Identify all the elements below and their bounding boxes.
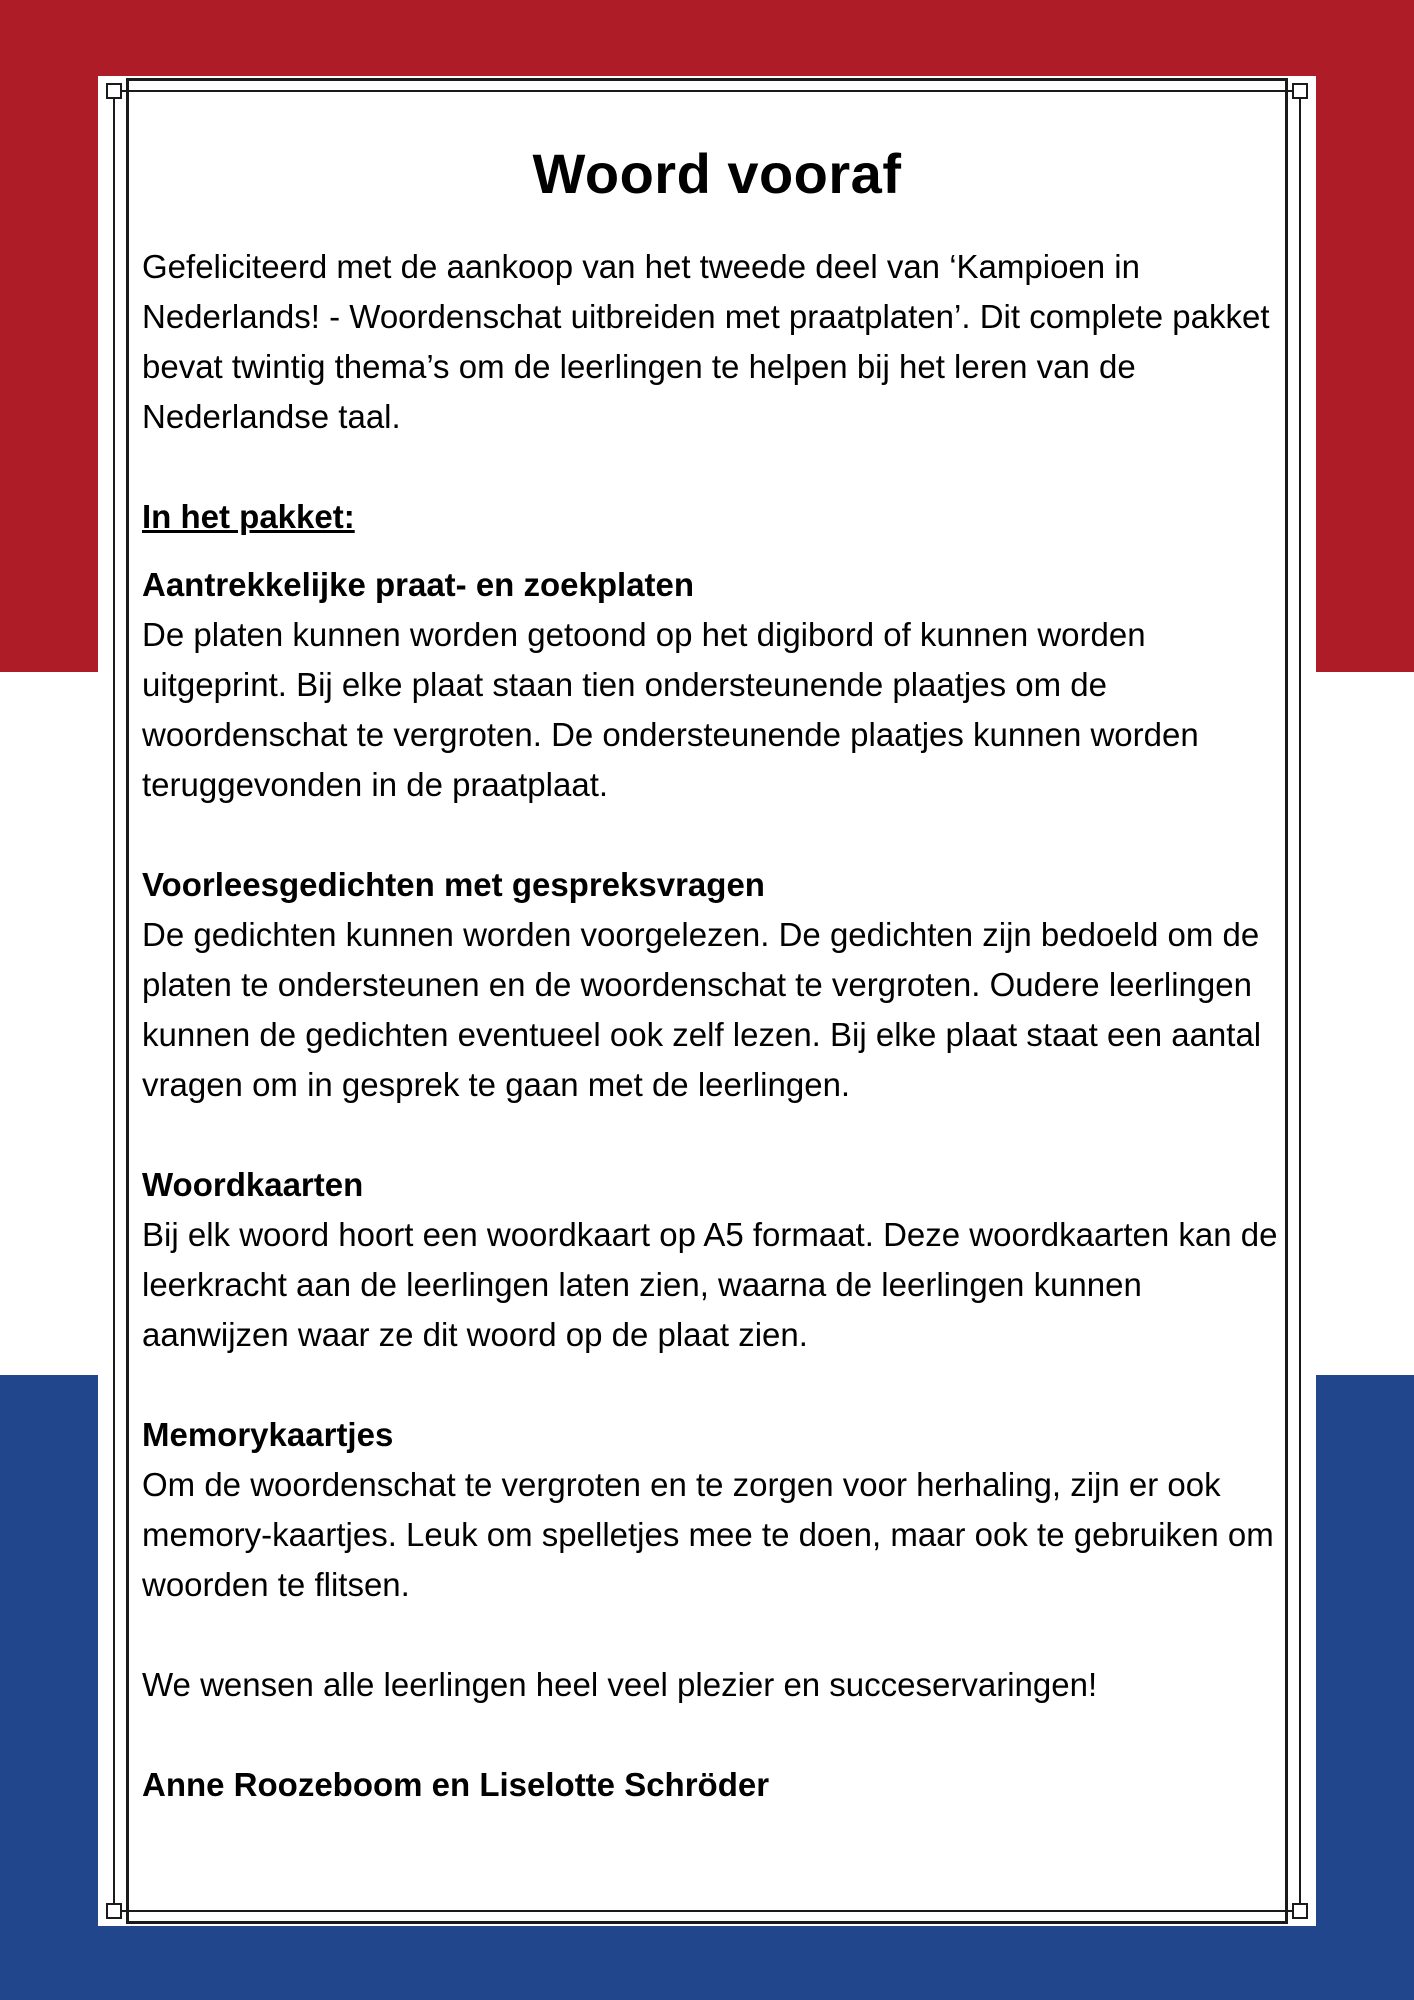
section-praatplaten — [142, 560, 1292, 810]
author-signature: Anne Roozeboom en Liselotte Schröder — [142, 1766, 770, 1803]
section-voorleesgedichten — [142, 860, 1292, 1110]
frame-corner-ornament — [1292, 1903, 1308, 1919]
section-title: Woordkaarten — [142, 1166, 364, 1203]
section-body: Bij elk woord hoort een woordkaart op A5 formaat. Deze woordkaarten kan de leerkracht aan de leerlingen laten zien, waarna de leerlingen kunnen aanwijzen waar ze dit woord op de plaat zien. — [142, 1216, 1278, 1353]
section-title: Aantrekkelijke praat- en zoekplaten — [142, 566, 695, 603]
section-title: Memorykaartjes — [142, 1416, 394, 1453]
section-memorykaartjes — [142, 1410, 1292, 1610]
section-body: De platen kunnen worden getoond op het digibord of kunnen worden uitgeprint. Bij elke plaat staan tien ondersteunende plaatjes om de woordenschat te vergroten. De ondersteunende plaatjes kunnen worden teruggevonden in de praatplaat. — [142, 616, 1199, 803]
frame-corner-ornament — [1292, 83, 1308, 99]
section-title: Voorleesgedichten met gespreksvragen — [142, 866, 765, 903]
package-heading: In het pakket: — [142, 498, 355, 535]
frame-corner-ornament — [106, 83, 122, 99]
intro-paragraph: Gefeliciteerd met de aankoop van het tweede deel van ‘Kampioen in Nederlands! - Woordenschat uitbreiden met praatplaten’. Dit complete pakket bevat twintig thema’s om de leerlingen te helpen bij het leren van de Nederlandse taal. — [142, 248, 1270, 435]
section-woordkaarten — [142, 1160, 1292, 1360]
frame-corner-ornament — [106, 1903, 122, 1919]
section-body: De gedichten kunnen worden voorgelezen. De gedichten zijn bedoeld om de platen te ondersteunen en de woordenschat te vergroten. Oudere leerlingen kunnen de gedichten eventueel ook zelf lezen. Bij elke plaat staat een aantal vragen om in gesprek te gaan met de leerlingen. — [142, 916, 1262, 1103]
page-title: Woord vooraf — [532, 142, 902, 205]
document-content — [142, 130, 1292, 1810]
closing-paragraph: We wensen alle leerlingen heel veel plezier en succeservaringen! — [142, 1666, 1098, 1703]
section-body: Om de woordenschat te vergroten en te zorgen voor herhaling, zijn er ook memory-kaartjes. Leuk om spelletjes mee te doen, maar ook te gebruiken om woorden te flitsen. — [142, 1466, 1274, 1603]
